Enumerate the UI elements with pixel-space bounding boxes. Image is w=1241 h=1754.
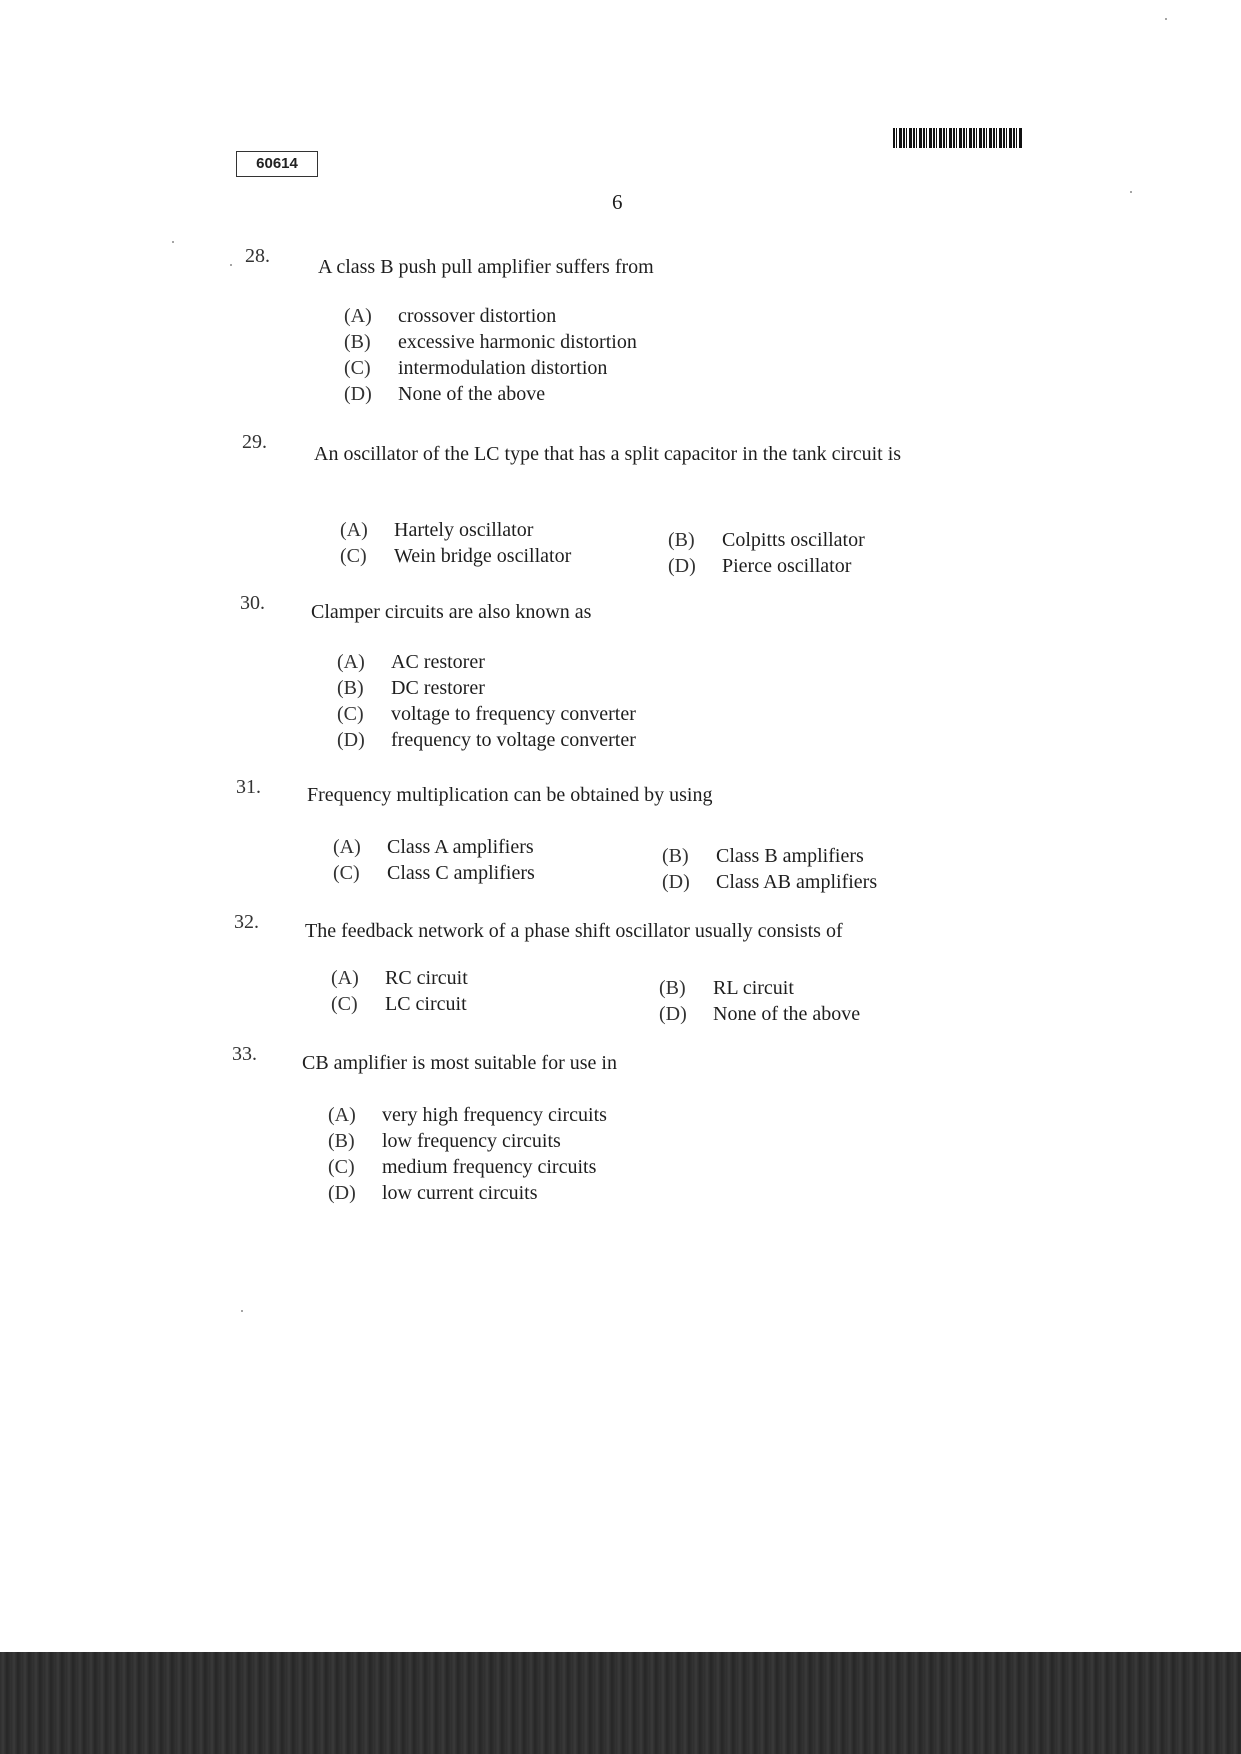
option-label: (D) [344, 383, 372, 405]
option-text: Wein bridge oscillator [394, 545, 572, 567]
option [328, 1182, 538, 1205]
option-text: voltage to frequency converter [391, 703, 636, 725]
option [340, 519, 533, 542]
option-text: Class B amplifiers [716, 845, 864, 867]
scan-speck [172, 241, 174, 243]
option-label: (D) [668, 555, 696, 577]
option-label: (A) [344, 305, 372, 327]
option-label: (C) [344, 357, 371, 379]
option [344, 383, 545, 406]
option-label: (B) [344, 331, 371, 353]
question-text: Clamper circuits are also known as [311, 601, 592, 623]
option-label: (B) [659, 977, 686, 999]
page-number: 6 [612, 190, 623, 214]
option [337, 703, 636, 726]
option-text: None of the above [713, 1003, 861, 1025]
option [659, 977, 794, 1000]
option-label: (B) [668, 529, 695, 551]
option [340, 545, 571, 568]
question-number: 32. [234, 911, 259, 933]
scan-speck [1165, 18, 1167, 20]
option [337, 677, 485, 700]
option-label: (B) [328, 1130, 355, 1152]
question-text: CB amplifier is most suitable for use in [302, 1052, 617, 1074]
option-label: (D) [328, 1182, 356, 1204]
option [328, 1156, 596, 1179]
option [333, 836, 534, 859]
question-number: 30. [240, 592, 265, 614]
option-text: Class C amplifiers [387, 862, 535, 884]
scan-speck [1130, 191, 1132, 193]
option-label: (C) [331, 993, 358, 1015]
option-label: (A) [328, 1104, 356, 1126]
option-text: very high frequency circuits [382, 1104, 607, 1126]
option-label: (D) [662, 871, 690, 893]
option-label: (C) [333, 862, 360, 884]
option [333, 862, 535, 885]
option [344, 305, 556, 328]
option-label: (A) [340, 519, 368, 541]
option-label: (A) [333, 836, 361, 858]
option-text: excessive harmonic distortion [398, 331, 637, 353]
option-text: RL circuit [713, 977, 794, 999]
option [662, 845, 864, 868]
option [662, 871, 877, 894]
option-text: Hartely oscillator [394, 519, 534, 541]
option-text: crossover distortion [398, 305, 557, 327]
option-text: Class A amplifiers [387, 836, 534, 858]
option-text: None of the above [398, 383, 546, 405]
option [331, 993, 467, 1016]
option-label: (A) [337, 651, 365, 673]
option-text: low current circuits [382, 1182, 538, 1204]
option-text: low frequency circuits [382, 1130, 561, 1152]
option-label: (C) [337, 703, 364, 725]
option-label: (C) [340, 545, 367, 567]
scan-speck [241, 1310, 243, 1312]
paper-code-box: 60614 [236, 151, 318, 177]
option-text: Class AB amplifiers [716, 871, 878, 893]
question-number: 31. [236, 776, 261, 798]
option [337, 729, 636, 752]
option [337, 651, 485, 674]
option-text: RC circuit [385, 967, 468, 989]
option [328, 1130, 561, 1153]
option [331, 967, 468, 990]
question-text: The feedback network of a phase shift oscillator usually consists of [305, 920, 843, 942]
option-text: intermodulation distortion [398, 357, 608, 379]
question-number: 28. [245, 245, 270, 267]
scan-speck [230, 264, 232, 266]
scanner-edge [0, 1652, 1241, 1754]
option [668, 529, 865, 552]
question-text: An oscillator of the LC type that has a split capacitor in the tank circuit is [314, 443, 902, 465]
question-text: A class B push pull amplifier suffers from [318, 256, 654, 278]
option [344, 331, 637, 354]
option [328, 1104, 607, 1127]
option-label: (D) [659, 1003, 687, 1025]
option-label: (C) [328, 1156, 355, 1178]
option [668, 555, 851, 578]
option [344, 357, 607, 380]
question-number: 29. [242, 431, 267, 453]
option-text: medium frequency circuits [382, 1156, 597, 1178]
option-text: AC restorer [391, 651, 485, 673]
option-text: Colpitts oscillator [722, 529, 865, 551]
option-label: (D) [337, 729, 365, 751]
option-text: DC restorer [391, 677, 485, 699]
question-text: Frequency multiplication can be obtained by using [307, 784, 713, 806]
option-text: frequency to voltage converter [391, 729, 636, 751]
option-label: (B) [337, 677, 364, 699]
option-text: Pierce oscillator [722, 555, 852, 577]
question-number: 33. [232, 1043, 257, 1065]
option-label: (B) [662, 845, 689, 867]
option [659, 1003, 860, 1026]
barcode-image [893, 128, 1023, 148]
option-text: LC circuit [385, 993, 467, 1015]
option-label: (A) [331, 967, 359, 989]
